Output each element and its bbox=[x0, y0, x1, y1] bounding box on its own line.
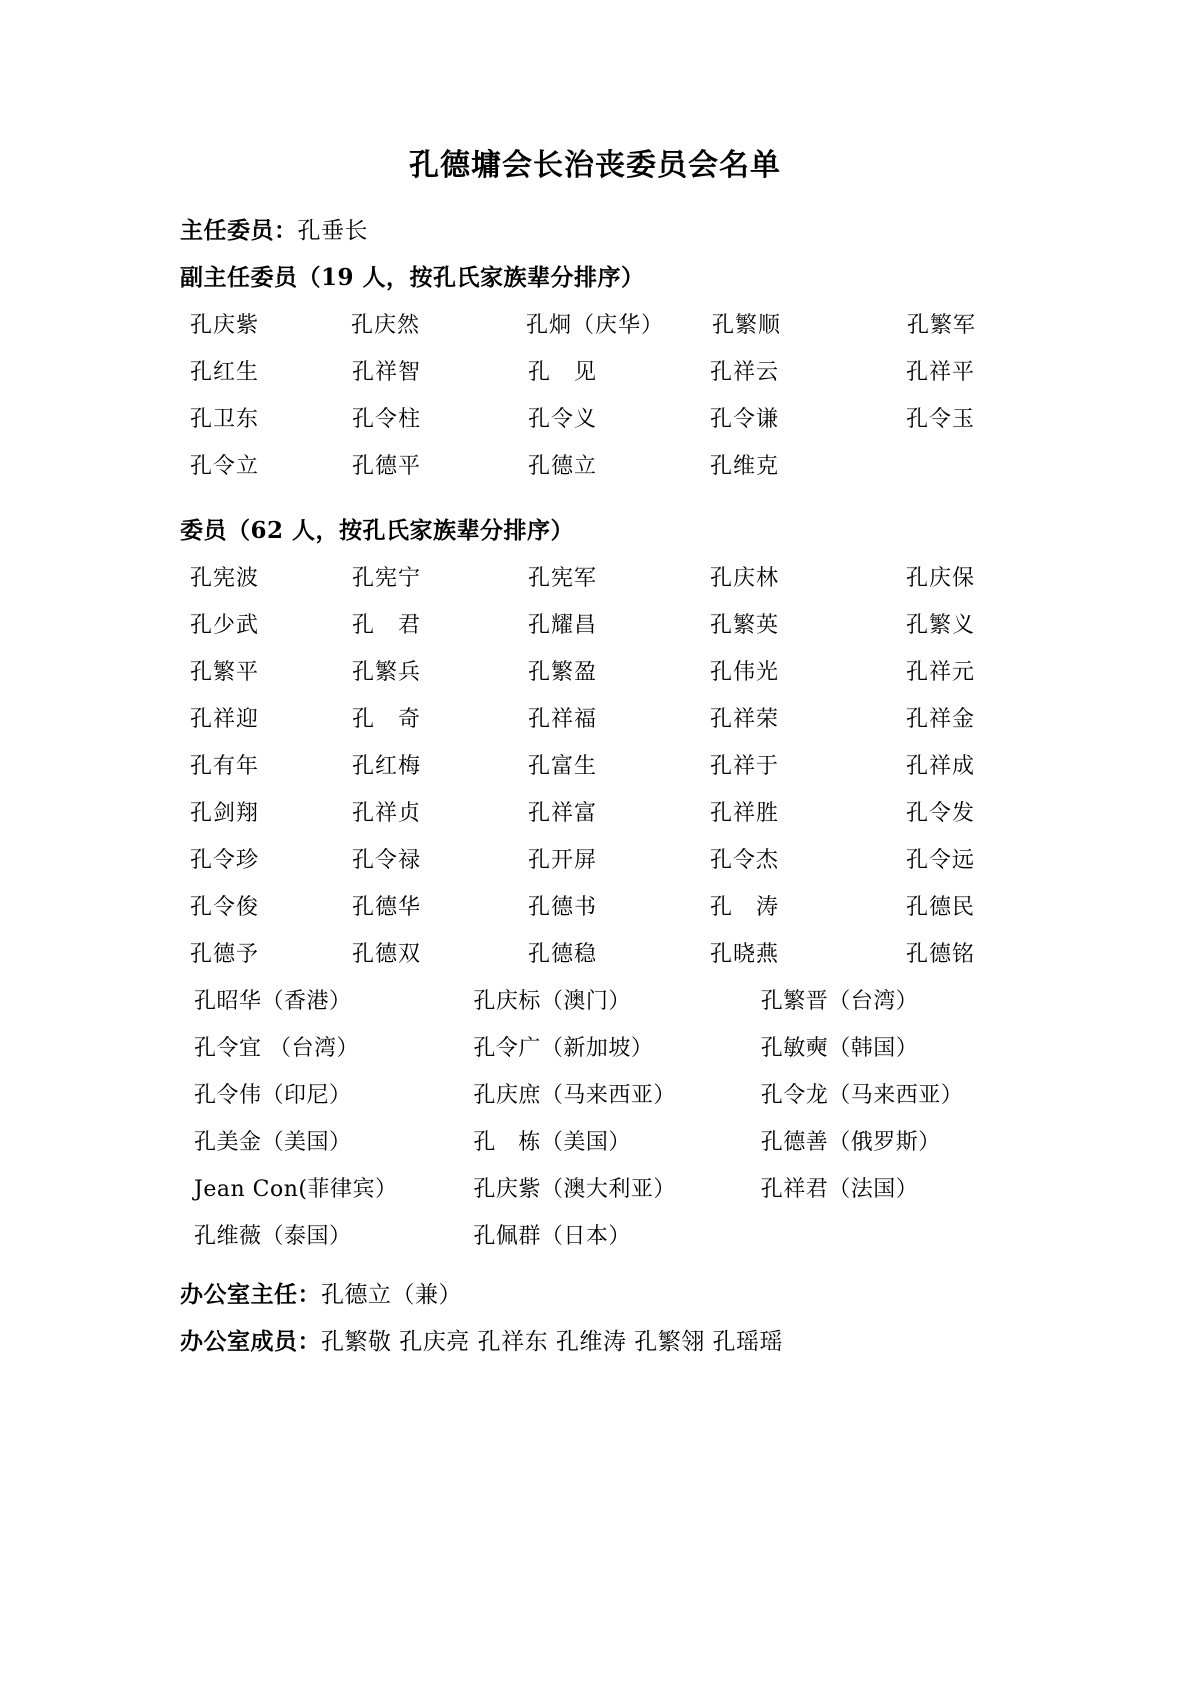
name-cell: 孔祥贞 bbox=[352, 801, 422, 826]
name-cell: 孔 君 bbox=[352, 613, 422, 638]
name-cell: 孔 涛 bbox=[710, 895, 780, 920]
name-cell: 孔祥福 bbox=[528, 707, 598, 732]
name-cell: 孔令义 bbox=[528, 407, 598, 432]
name-cell: 孔祥云 bbox=[710, 360, 780, 385]
office-members-value: 孔繁敬 孔庆亮 孔祥东 孔维涛 孔繁翎 孔瑶瑶 bbox=[321, 1329, 784, 1355]
name-row bbox=[180, 1031, 1060, 1062]
name-cell: 孔令俊 bbox=[190, 895, 260, 920]
name-cell: 孔令玉 bbox=[906, 407, 976, 432]
name-cell: 孔少武 bbox=[190, 613, 260, 638]
name-cell: 孔宪宁 bbox=[352, 566, 422, 591]
name-cell: 孔有年 bbox=[190, 754, 260, 779]
name-row bbox=[180, 608, 1040, 639]
name-cell: 孔德铭 bbox=[906, 942, 976, 967]
name-row bbox=[180, 796, 1040, 827]
name-cell: 孔庆保 bbox=[906, 566, 976, 591]
name-cell: 孔令禄 bbox=[352, 848, 422, 873]
name-cell: 孔祥平 bbox=[906, 360, 976, 385]
name-cell: 孔昭华（香港） bbox=[194, 989, 352, 1014]
name-cell: 孔晓燕 bbox=[710, 942, 780, 967]
name-cell: 孔美金（美国） bbox=[194, 1130, 352, 1155]
name-cell: 孔炯（庆华） bbox=[526, 313, 665, 338]
name-cell: 孔繁平 bbox=[190, 660, 260, 685]
overseas-name-grid bbox=[180, 984, 1060, 1250]
name-row bbox=[180, 355, 1040, 386]
name-cell: 孔宪波 bbox=[190, 566, 260, 591]
name-cell: 孔令伟（印尼） bbox=[194, 1083, 352, 1108]
name-cell: 孔德华 bbox=[352, 895, 422, 920]
name-cell: 孔宪军 bbox=[528, 566, 598, 591]
vice-chair-heading: 副主任委员（19 人，按孔氏家族辈分排序） bbox=[180, 264, 645, 291]
name-cell: 孔繁兵 bbox=[352, 660, 422, 685]
name-cell: 孔令广（新加坡） bbox=[473, 1036, 654, 1061]
name-cell: 孔剑翔 bbox=[190, 801, 260, 826]
name-cell: Jean Con(菲律宾） bbox=[194, 1177, 398, 1202]
office-members-label: 办公室成员： bbox=[180, 1328, 321, 1355]
name-cell: 孔德平 bbox=[352, 454, 422, 479]
name-cell: 孔令发 bbox=[906, 801, 976, 826]
name-cell: 孔庆标（澳门） bbox=[473, 989, 631, 1014]
office-members-line bbox=[180, 1323, 1040, 1356]
name-cell: 孔庆林 bbox=[710, 566, 780, 591]
office-director-label: 办公室主任： bbox=[180, 1281, 321, 1308]
name-cell: 孔 见 bbox=[528, 360, 598, 385]
name-cell: 孔令谦 bbox=[710, 407, 780, 432]
name-row bbox=[180, 561, 1040, 592]
name-cell: 孔庆紫（澳大利亚） bbox=[473, 1177, 676, 1202]
name-row bbox=[180, 449, 1040, 480]
name-cell: 孔德书 bbox=[528, 895, 598, 920]
name-row bbox=[180, 1078, 1060, 1109]
name-cell: 孔维薇（泰国） bbox=[194, 1224, 352, 1249]
name-row bbox=[180, 702, 1040, 733]
name-cell: 孔祥迎 bbox=[190, 707, 260, 732]
name-row bbox=[180, 308, 1040, 339]
name-cell: 孔祥于 bbox=[710, 754, 780, 779]
name-cell: 孔繁晋（台湾） bbox=[760, 989, 919, 1014]
name-cell: 孔繁义 bbox=[906, 613, 976, 638]
name-cell: 孔令立 bbox=[190, 454, 260, 479]
name-cell: 孔德予 bbox=[190, 942, 260, 967]
name-row bbox=[180, 749, 1040, 780]
page-title: 孔德墉会长治丧委员会名单 bbox=[409, 148, 781, 183]
name-cell: 孔令远 bbox=[906, 848, 976, 873]
name-row bbox=[180, 890, 1040, 921]
name-cell: 孔繁顺 bbox=[712, 313, 782, 338]
name-cell: 孔繁盈 bbox=[528, 660, 598, 685]
chair-line bbox=[180, 212, 1040, 245]
name-cell: 孔佩群（日本） bbox=[473, 1224, 631, 1249]
name-cell: 孔卫东 bbox=[190, 407, 260, 432]
name-cell: 孔繁军 bbox=[907, 313, 977, 338]
name-cell: 孔繁英 bbox=[710, 613, 780, 638]
name-cell: 孔富生 bbox=[528, 754, 598, 779]
member-name-grid bbox=[180, 561, 1040, 968]
name-cell: 孔德立 bbox=[528, 454, 598, 479]
name-cell: 孔红梅 bbox=[352, 754, 422, 779]
name-cell: 孔祥荣 bbox=[710, 707, 780, 732]
name-cell: 孔红生 bbox=[190, 360, 260, 385]
name-cell: 孔庆然 bbox=[351, 313, 421, 338]
spacer bbox=[150, 1266, 1040, 1276]
name-cell: 孔祥金 bbox=[906, 707, 976, 732]
name-cell: 孔祥富 bbox=[528, 801, 598, 826]
name-row bbox=[180, 655, 1040, 686]
name-cell: 孔令柱 bbox=[352, 407, 422, 432]
name-row bbox=[180, 984, 1060, 1015]
chair-label: 主任委员： bbox=[180, 217, 298, 244]
name-cell: 孔祥君（法国） bbox=[760, 1177, 919, 1202]
name-cell: 孔令宜 （台湾） bbox=[194, 1036, 359, 1061]
member-heading: 委员（62 人，按孔氏家族辈分排序） bbox=[180, 517, 575, 544]
name-row bbox=[180, 1125, 1060, 1156]
office-director-value: 孔德立（兼） bbox=[321, 1282, 462, 1308]
name-cell: 孔开屏 bbox=[528, 848, 598, 873]
name-cell: 孔维克 bbox=[710, 454, 780, 479]
name-cell: 孔 奇 bbox=[352, 707, 422, 732]
name-cell: 孔令珍 bbox=[190, 848, 260, 873]
name-cell: 孔祥成 bbox=[906, 754, 976, 779]
name-cell: 孔德稳 bbox=[528, 942, 598, 967]
vice-chair-name-grid bbox=[180, 308, 1040, 480]
name-cell: 孔德双 bbox=[352, 942, 422, 967]
name-row bbox=[180, 843, 1040, 874]
name-cell bbox=[753, 1219, 1060, 1250]
name-row bbox=[180, 1172, 1060, 1203]
name-cell: 孔德善（俄罗斯） bbox=[760, 1130, 941, 1155]
spacer bbox=[150, 496, 1040, 506]
name-cell: 孔祥胜 bbox=[710, 801, 780, 826]
name-cell: 孔德民 bbox=[906, 895, 976, 920]
name-cell: 孔耀昌 bbox=[528, 613, 598, 638]
name-cell: 孔庆紫 bbox=[190, 313, 260, 338]
name-cell: 孔令杰 bbox=[710, 848, 780, 873]
name-cell: 孔 栋（美国） bbox=[473, 1130, 631, 1155]
name-row bbox=[180, 1219, 1060, 1250]
name-cell: 孔敏奭（韩国） bbox=[760, 1036, 919, 1061]
name-cell: 孔庆庶（马来西亚） bbox=[473, 1083, 676, 1108]
name-row bbox=[180, 402, 1040, 433]
name-cell: 孔祥元 bbox=[906, 660, 976, 685]
office-director-line bbox=[180, 1276, 1040, 1309]
name-cell: 孔令龙（马来西亚） bbox=[760, 1083, 964, 1108]
name-cell bbox=[844, 449, 1040, 480]
name-cell: 孔伟光 bbox=[710, 660, 780, 685]
name-row bbox=[180, 937, 1040, 968]
chair-name: 孔垂长 bbox=[297, 218, 368, 244]
name-cell: 孔祥智 bbox=[352, 360, 422, 385]
